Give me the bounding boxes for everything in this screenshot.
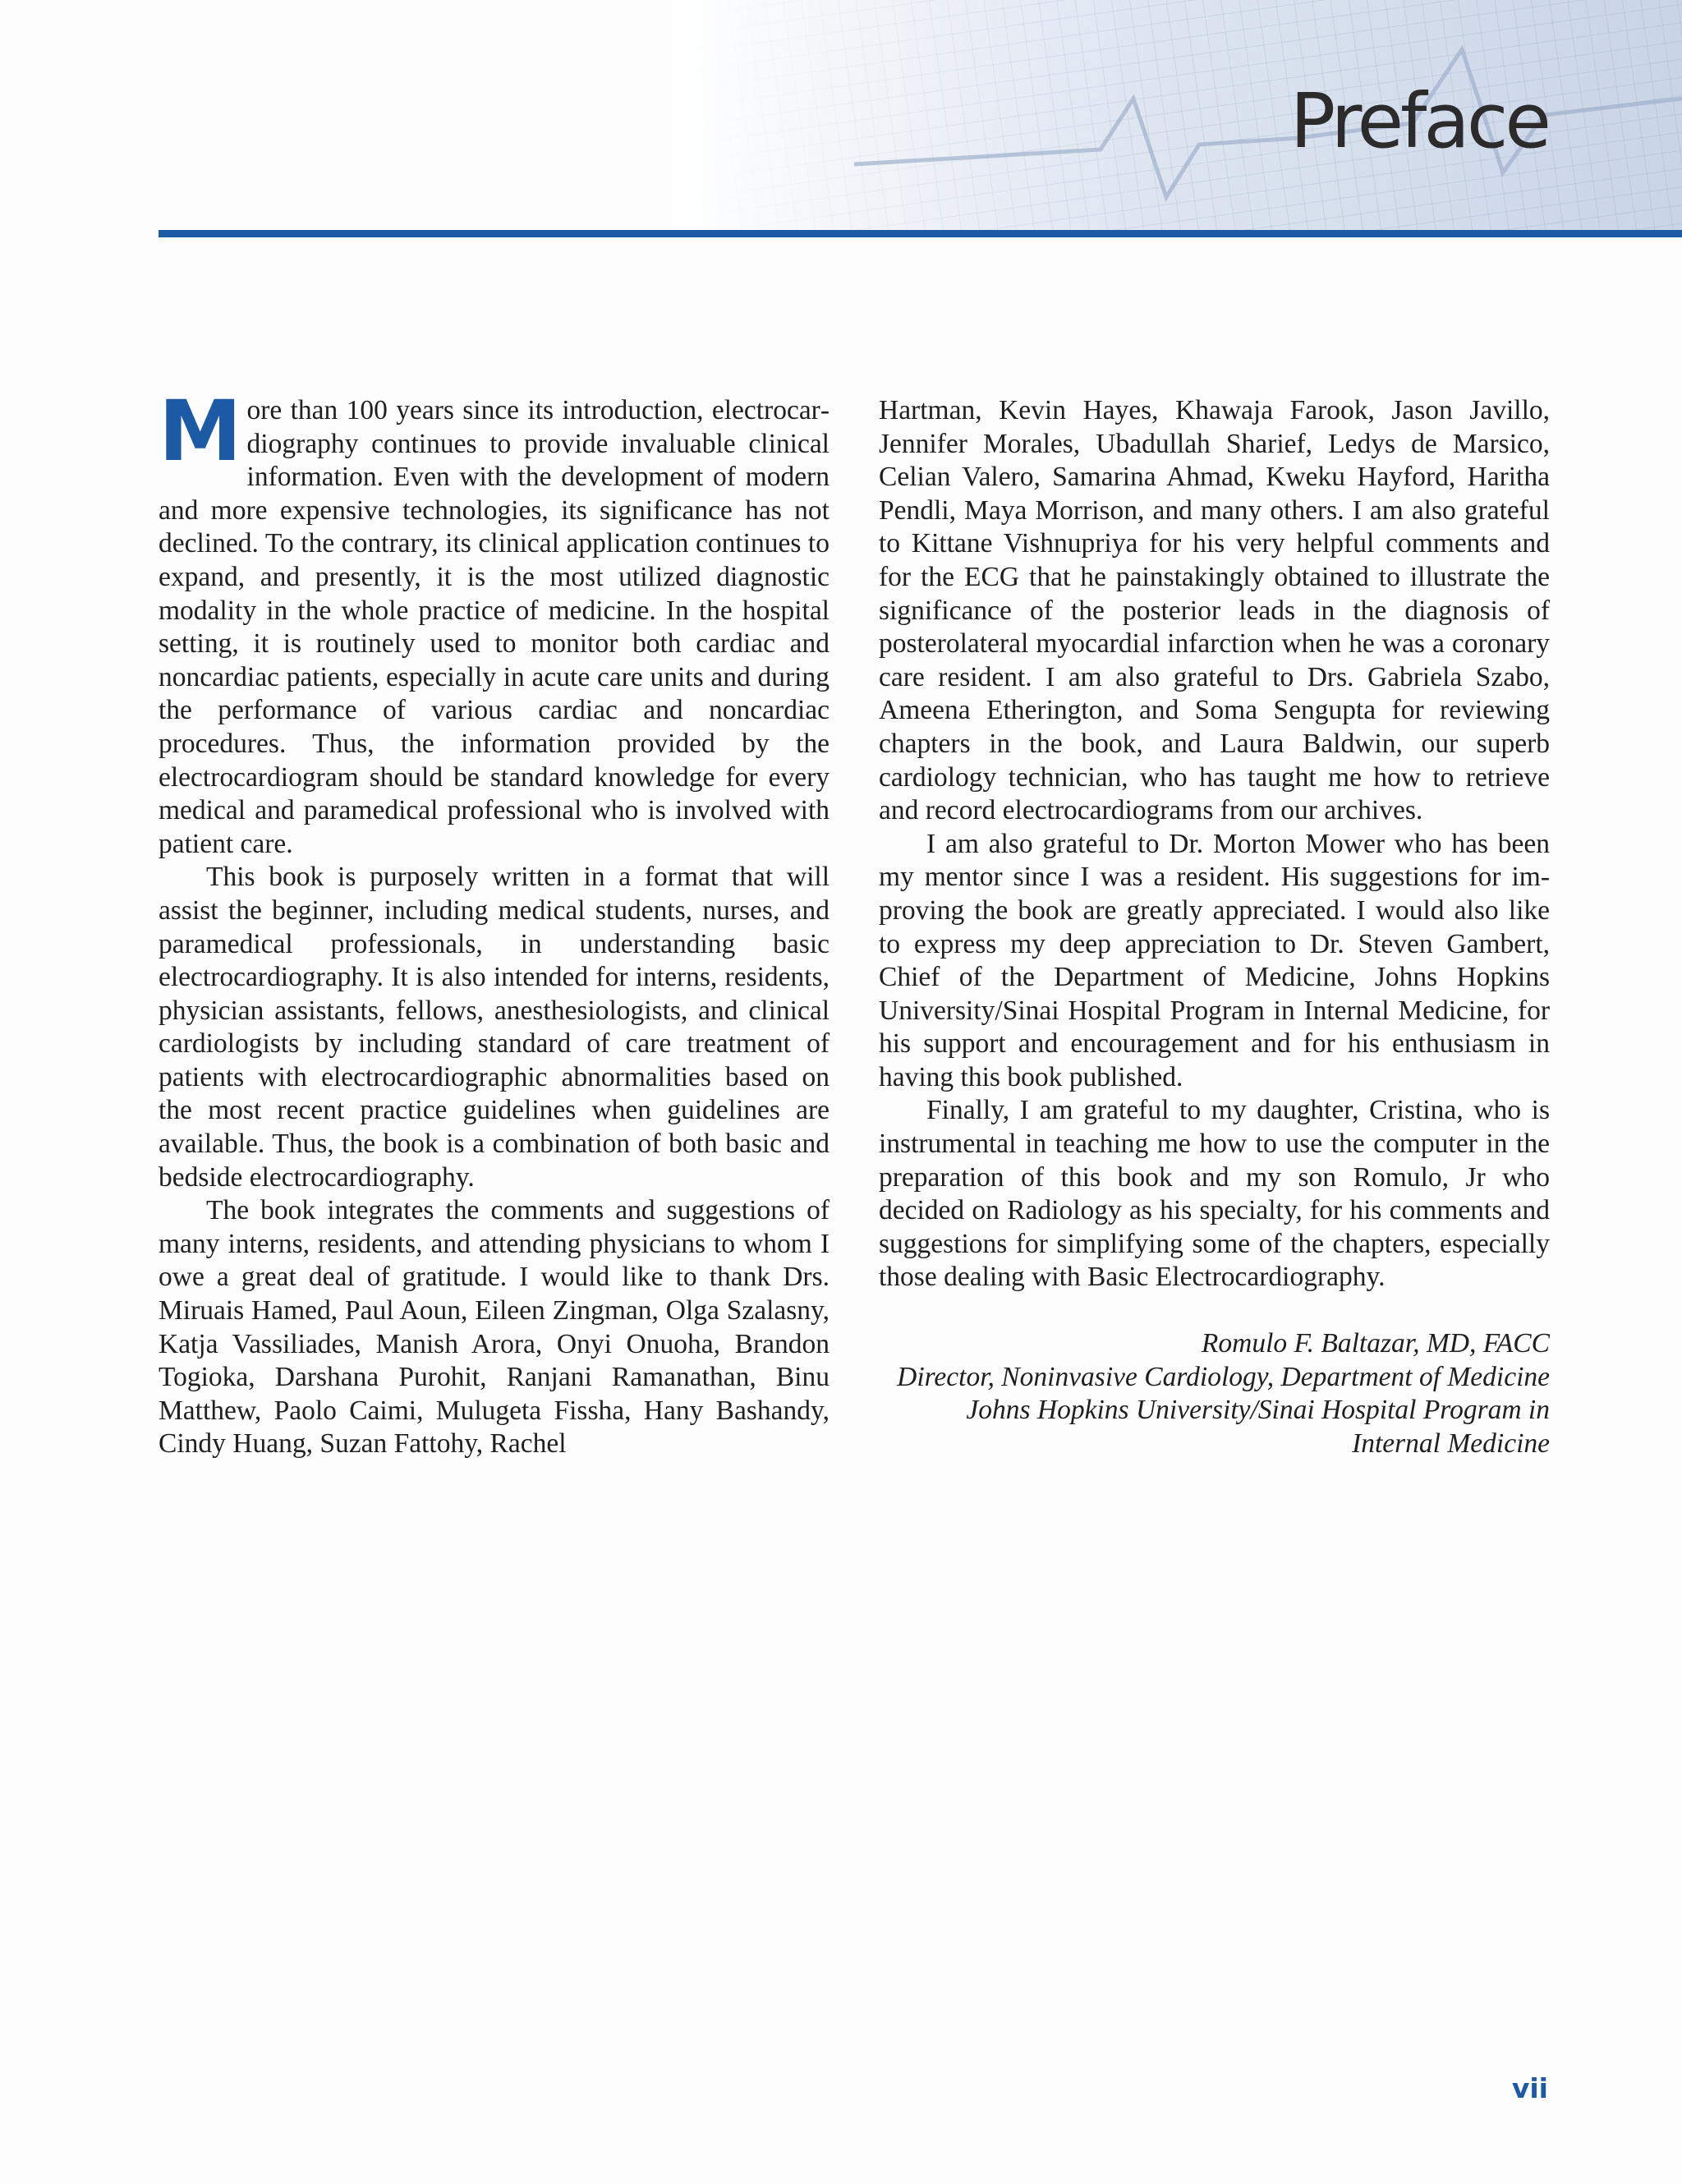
paragraph-intro xyxy=(159,383,830,861)
signature-title-line3: Internal Medicine xyxy=(1352,1428,1550,1459)
paragraph-acknowledgments-cont: Hartman, Kevin Hayes, Khawaja Farook, Jason Javillo, Jennifer Morales, Ubadullah Sharief, Ledys de Marsico, Celian Valero, Samarina Ahmad, Kweku Hayford, Haritha Pendli, Maya Morrison, and many others. I am also grateful to Kittane Vishnupriya for his very helpful comments and for the ECG that he painstakingly obtained to illustrate the significance of the posterior leads in the diagnosis of posterolateral myocardial infarction when he was a coronary care resident. I am also grateful to Drs. Gabriela Szabo, Ameena Etherington, and Soma Sengupta for reviewing chapters in the book, and Laura Baldwin, our superb cardiology technician, who has taught me how to retrieve and record electrocardiograms from our archives. xyxy=(879,395,1550,826)
header-rule xyxy=(159,230,1682,237)
drop-cap: M xyxy=(159,383,242,480)
page-number: vii xyxy=(1511,2072,1548,2104)
signature-name: Romulo F. Baltazar, MD, FACC xyxy=(1201,1328,1550,1359)
right-column xyxy=(879,394,1550,1460)
signature-block xyxy=(879,1327,1550,1460)
chapter-title: Preface xyxy=(1289,77,1548,165)
paragraph-mentor: I am also grateful to Dr. Morton Mower who has been my mentor since I was a resident. His suggestions for improving the book are greatly appreciated. I would also like to express my deep appreciation to Dr. Steven Gambert, Chief of the Department of Medicine, Johns Hopkins University/Sinai Hospital Program in Internal Medicine, for his support and encouragement and for his enthusiasm in having this book published. xyxy=(879,828,1550,1092)
left-column xyxy=(159,383,830,1461)
signature-title-line1: Director, Noninvasive Cardiology, Department of Medicine xyxy=(897,1361,1550,1392)
signature-title-line2: Johns Hopkins University/Sinai Hospital Program in xyxy=(966,1395,1550,1426)
paragraph-intro-text: ore than 100 years since its introduction, electrocardiography continues to provide invaluable clinical information. Even with the development of modern and more expensive technologies, its significance has not declined. To the contrary, its clinical application continues to expand, and presently, it is the most utilized diagnostic modality in the whole practice of medicine. In the hospital setting, it is routinely used to monitor both cardiac and noncardiac patients, especially in acute care units and during the performance of various cardiac and noncardiac procedures. Thus, the information provided by the electrocardiogram should be standard knowledge for every medical and paramedical professional who is involved with patient care. xyxy=(159,395,830,859)
paragraph-audience: This book is purposely written in a format that will assist the beginner, including medical students, nurses, and paramedical professionals, in understanding basic electrocardiography. It is also intended for interns, residents, physician assistants, fellows, anesthesiologists, and clinical cardiologists by including standard of care treatment of patients with electrocardiographic abnormalities based on the most recent practice guidelines when guidelines are available. Thus, the book is a combination of both basic and bedside electrocardiography. xyxy=(159,862,830,1193)
paragraph-family: Finally, I am grateful to my daughter, Cristina, who is instrumental in teaching me how to use the computer in the preparation of this book and my son Romulo, Jr who decided on Radiology as his specialty, for his comments and suggestions for simplifying some of the chapters, especially those dealing with Basic Electrocardiography. xyxy=(879,1095,1550,1293)
paragraph-acknowledgments: The book integrates the comments and suggestions of many interns, residents, and attending physicians to whom I owe a great deal of gratitude. I would like to thank Drs. Miruais Hamed, Paul Aoun, Eileen Zingman, Olga Szalasny, Katja Vassiliades, Manish Arora, Onyi Onuoha, Brandon Togioka, Darshana Purohit, Ranjani Ramanathan, Binu Matthew, Paolo Caimi, Mulugeta Fissha, Hany Bashandy, Cindy Huang, Suzan Fattohy, Rachel xyxy=(159,1195,830,1460)
